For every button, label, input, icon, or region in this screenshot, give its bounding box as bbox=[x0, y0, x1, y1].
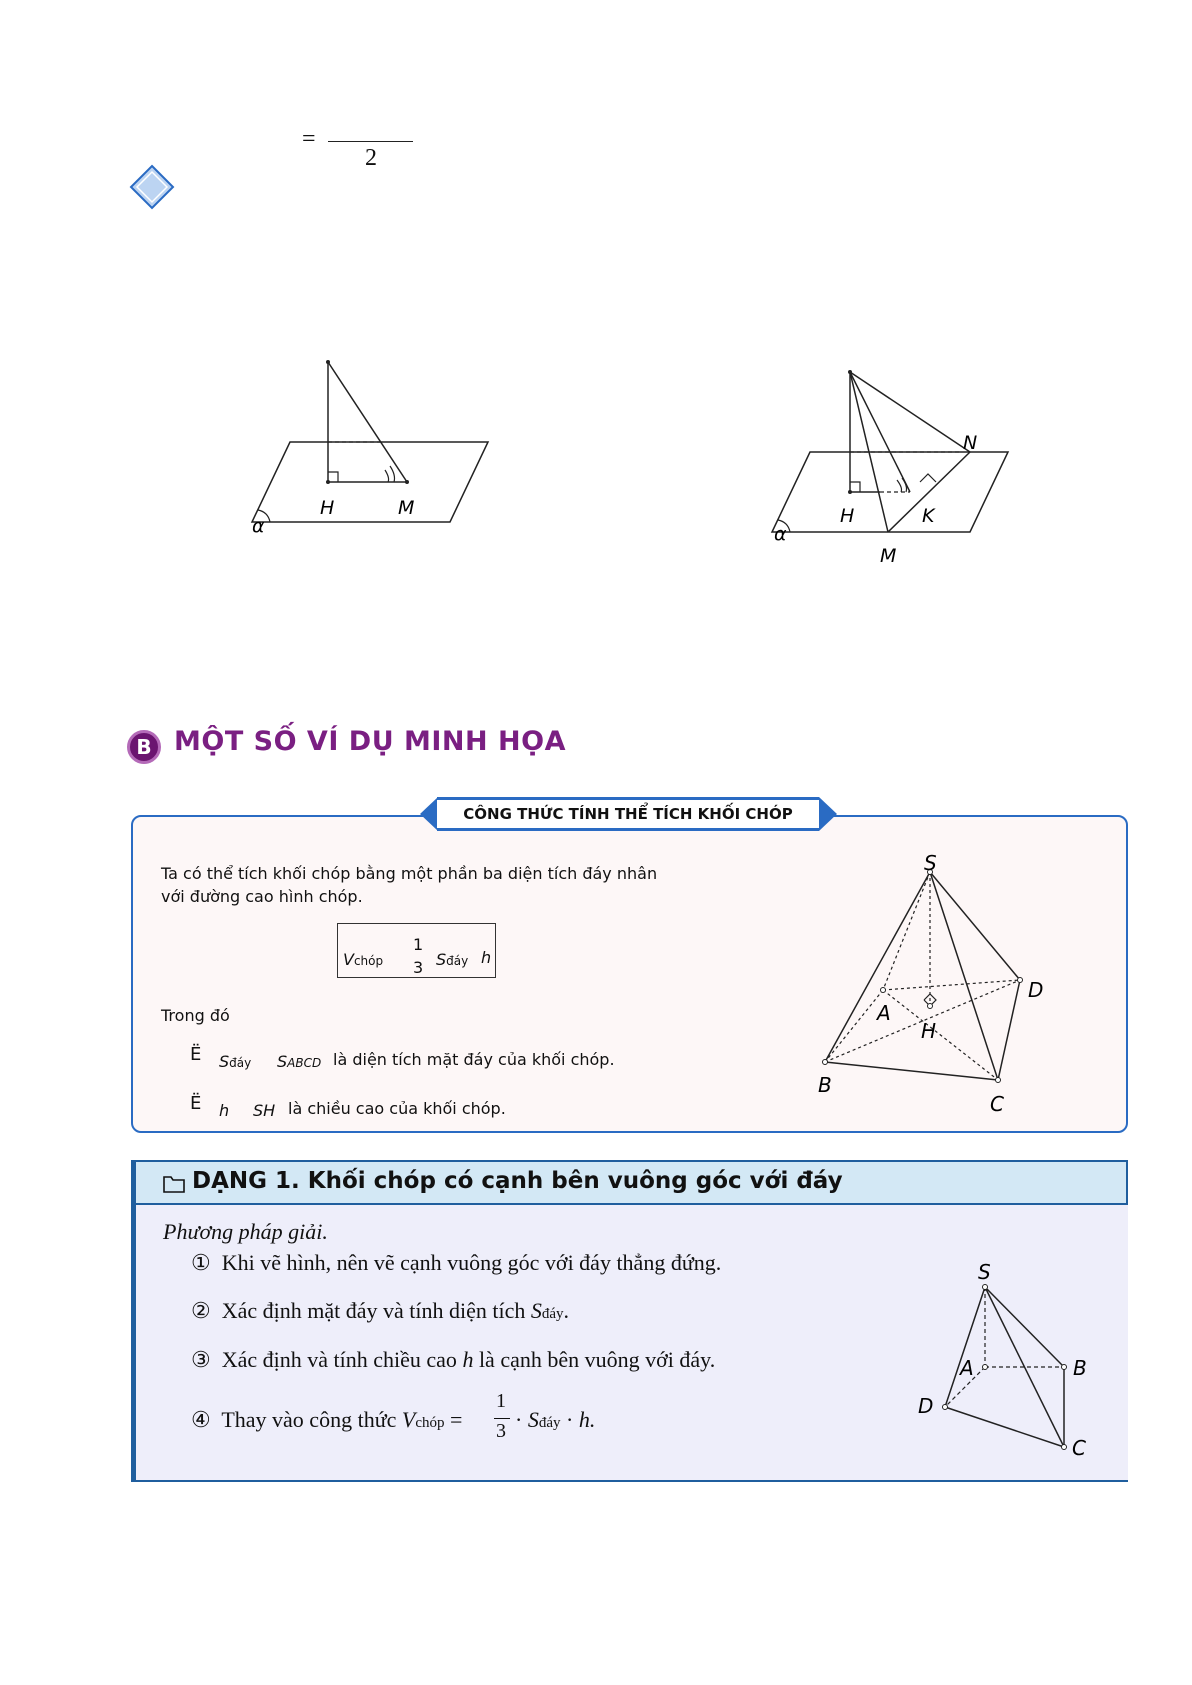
step-4: ④ Thay vào công thức Vchóp = bbox=[191, 1407, 463, 1432]
label-M: M bbox=[880, 545, 897, 567]
label-A: A bbox=[877, 1001, 891, 1025]
step4-denominator: 3 bbox=[496, 1420, 506, 1442]
pyramid-figure-2 bbox=[910, 1255, 1100, 1465]
step4-numerator: 1 bbox=[496, 1390, 506, 1412]
step4-rest: · Sđáy · h. bbox=[515, 1407, 596, 1432]
label-C: C bbox=[990, 1092, 1004, 1116]
label-B: B bbox=[1073, 1356, 1087, 1380]
intro-line-1: Ta có thể tích khối chóp bằng một phần ba diện tích đáy nhân bbox=[161, 864, 658, 883]
step-1: ① Khi vẽ hình, nên vẽ cạnh vuông góc với đáy thẳng đứng. bbox=[191, 1250, 722, 1275]
formula-panel-title: CÔNG THỨC TÍNH THỂ TÍCH KHỐI CHÓP bbox=[437, 797, 819, 831]
item2-description: là chiều cao của khối chóp. bbox=[288, 1099, 506, 1118]
formula-V: Vchóp bbox=[343, 950, 384, 969]
label-D: D bbox=[918, 1394, 934, 1418]
step4-fraction-line bbox=[494, 1418, 510, 1419]
label-S: S bbox=[924, 851, 937, 875]
bullet-2: Ë bbox=[190, 1093, 202, 1114]
item1-symbol: Sđáy bbox=[219, 1052, 252, 1071]
item2-equals: SH bbox=[253, 1101, 276, 1120]
folder-icon bbox=[163, 1173, 185, 1193]
label-B: B bbox=[818, 1073, 832, 1097]
diamond-icon bbox=[128, 163, 176, 211]
section-b-title: MỘT SỐ VÍ DỤ MINH HỌA bbox=[174, 726, 566, 757]
figure-projection-1 bbox=[240, 350, 500, 540]
pyramid-figure bbox=[800, 850, 1070, 1120]
title-arrow-right bbox=[819, 797, 837, 831]
step-3: ③ Xác định và tính chiều cao h là cạnh bên vuông với đáy. bbox=[191, 1347, 716, 1372]
formula-denominator: 3 bbox=[413, 958, 424, 977]
fraction-line bbox=[328, 141, 413, 142]
label-H: H bbox=[320, 497, 335, 519]
step-2: ② Xác định mặt đáy và tính diện tích Sđáy. bbox=[191, 1298, 570, 1323]
label-alpha: α bbox=[774, 523, 787, 545]
fraction-denominator: 2 bbox=[365, 145, 377, 171]
section-b-badge: B bbox=[127, 730, 161, 764]
trong-do-label: Trong đó bbox=[161, 1006, 230, 1025]
item1-description: là diện tích mặt đáy của khối chóp. bbox=[333, 1050, 615, 1069]
label-alpha: α bbox=[252, 515, 265, 537]
label-A: A bbox=[960, 1356, 974, 1380]
equals-sign: = bbox=[302, 126, 316, 152]
label-D: D bbox=[1028, 978, 1044, 1002]
dang1-title: DẠNG 1. Khối chóp có cạnh bên vuông góc với đáy bbox=[192, 1168, 843, 1194]
label-H: H bbox=[921, 1019, 937, 1043]
item2-symbol: h bbox=[219, 1101, 230, 1120]
figure-projection-2 bbox=[760, 360, 1020, 570]
intro-line-2: với đường cao hình chóp. bbox=[161, 887, 363, 906]
formula-S: Sđáy bbox=[436, 950, 469, 969]
label-H: H bbox=[840, 505, 855, 527]
label-S: S bbox=[978, 1260, 991, 1284]
formula-h: h bbox=[481, 948, 492, 967]
label-K: K bbox=[922, 505, 935, 527]
item1-equals: SABCD bbox=[277, 1052, 322, 1071]
bullet-1: Ë bbox=[190, 1044, 202, 1065]
method-label: Phương pháp giải. bbox=[163, 1219, 328, 1244]
title-arrow-left bbox=[420, 797, 438, 831]
label-C: C bbox=[1072, 1436, 1086, 1460]
label-N: N bbox=[963, 432, 978, 454]
formula-numerator: 1 bbox=[413, 935, 424, 954]
label-M: M bbox=[398, 497, 415, 519]
